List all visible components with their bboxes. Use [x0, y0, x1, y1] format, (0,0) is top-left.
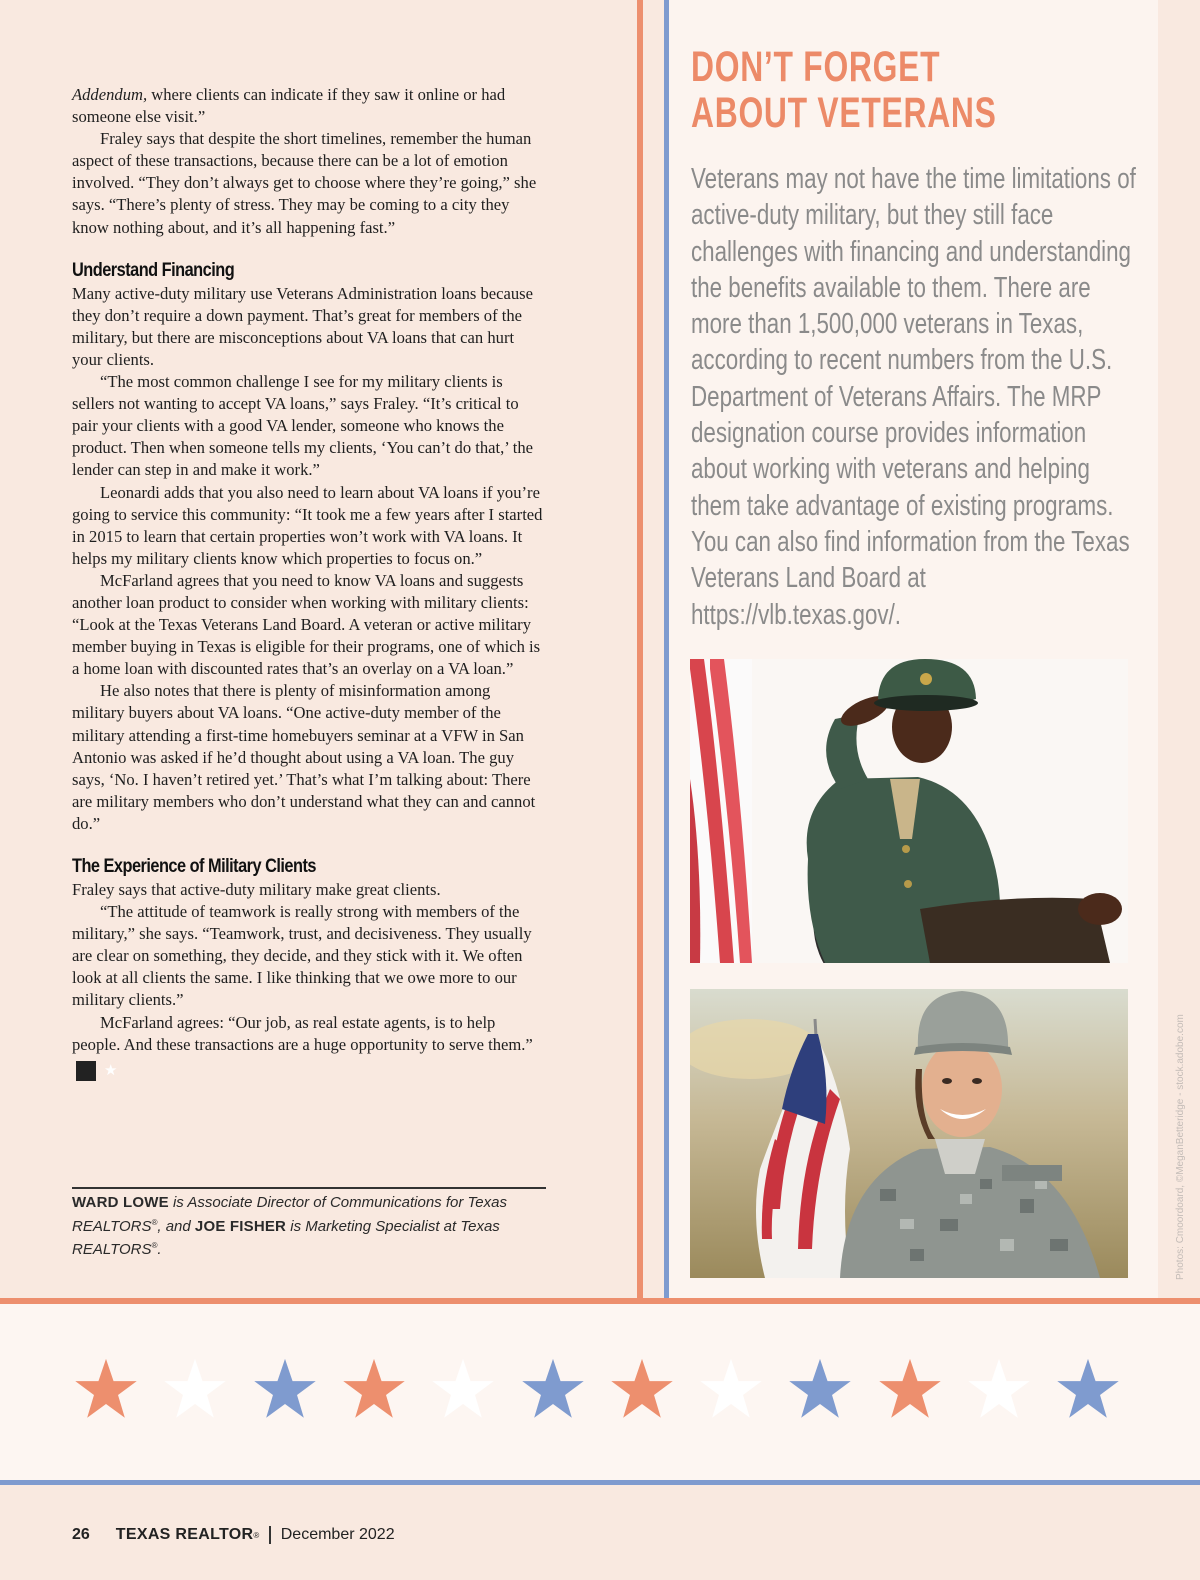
white-star-icon: [699, 1357, 763, 1421]
soldier-flag-photo: [690, 989, 1128, 1278]
orange-star-icon: [878, 1357, 942, 1421]
paragraph: Fraley says that despite the short timelines, remember the human aspect of these transactions, because there can be a lot of emotion involved. “They don’t always get to choose where they’re going,” she says. “There’s plenty of stress. They may be coming to a city they know nothing about, and it’s all happening fast.”: [72, 129, 537, 237]
orange-star-icon: [342, 1357, 406, 1421]
author-name: WARD LOWE: [72, 1194, 169, 1211]
blue-star-icon: [1056, 1357, 1120, 1421]
blue-band-line: [0, 1480, 1200, 1485]
emphasis-text: Addendum,: [72, 85, 148, 104]
blue-star-icon: [788, 1357, 852, 1421]
registered-mark: ®: [151, 1217, 158, 1227]
author-name: JOE FISHER: [194, 1217, 287, 1235]
paragraph: Leonardi adds that you also need to learn about VA loans if you’re going to service this community: “It took me a few years after I started in 2015 to learn that certain properties won’t work with VA loans. It helps my military clients know which properties to focus on.”: [72, 482, 543, 568]
section-heading-financing: Understand Financing: [72, 259, 235, 281]
face: [922, 1041, 1002, 1137]
paragraph: [72, 1012, 544, 1081]
end-mark-star-icon: ★: [76, 1061, 96, 1081]
photo-credit: Photos: Cmoordoard, ©MeganBetteridge - stock.adobe.com: [1175, 1014, 1186, 1280]
author-byline: [72, 1193, 542, 1260]
paragraph: Many active-duty military use Veterans Administration loans because they don’t require a down payment. That’s great for members of the military, but there are misconceptions about VA loans that can hurt your clients.: [72, 283, 533, 369]
white-star-icon: [967, 1357, 1031, 1421]
white-star-icon: [431, 1357, 495, 1421]
section-heading-experience: The Experience of Military Clients: [72, 856, 316, 877]
sidebar-title: [691, 44, 1017, 136]
byline-joiner: , and: [157, 1217, 195, 1235]
paragraph: Fraley says that active-duty military make great clients.: [72, 880, 441, 899]
sidebar-title-line: DON’T FORGET: [691, 43, 941, 91]
veteran-salute-illustration: [690, 659, 1128, 963]
soldier-flag-illustration: [690, 989, 1128, 1278]
registered-mark: ®: [253, 1530, 260, 1540]
orange-star-icon: [610, 1357, 674, 1421]
magazine-name: TEXAS REALTOR: [115, 1526, 254, 1543]
paragraph: McFarland agrees that you need to know VA loans and suggests another loan product to consider when working with military clients: “Look at the Texas Veterans Land Board. A veteran or active military member buying in Texas is eligible for their programs, one of which is a home loan with discounted rates that’s an overlay on a VA loan.”: [72, 570, 541, 679]
paragraph-text: McFarland agrees: “Our job, as real estate agents, is to help people. And these transactions are a huge opportunity to serve them.”: [72, 1012, 533, 1054]
page-footer: [72, 1526, 395, 1544]
orange-star-icon: [74, 1357, 138, 1421]
paragraph: He also notes that there is plenty of misinformation among military buyers about VA loans. “One active-duty member of the military attending a first-time homebuyers seminar at a VFW in San Antonio was asked if he’d thought about using a VA loan. The guy says, ‘No. I haven’t retired yet.’ That’s what I’m talking about: There are military members who don’t understand what they can and cannot do.”: [72, 681, 536, 833]
paragraph-text: where clients can indicate if they saw it online or had someone else visit.”: [72, 85, 506, 127]
veteran-salute-photo: [690, 659, 1128, 963]
paragraph: “The attitude of teamwork is really strong with members of the military,” she says. “Teamwork, trust, and decisiveness. They usually are clear on something, they decide, and they stick with it. We often look at all clients the same. I like thinking that we owe more to our military clients.”: [72, 902, 532, 1010]
author-role: is Associate Director of Communications for Texas REALTORS: [72, 1194, 507, 1235]
author-role: is Marketing Specialist at Texas REALTORS: [72, 1217, 500, 1258]
blue-divider-line: [664, 0, 669, 1298]
white-star-icon: [163, 1357, 227, 1421]
footer-separator: [269, 1526, 271, 1544]
paragraph: “The most common challenge I see for my military clients is sellers not wanting to accept VA loans,” says Fraley. “It’s critical to pair your clients with a good VA lender, someone who knows the product. Then when someone tells my clients, ‘You can’t do that,’ the lender can step in and make it work.”: [72, 372, 534, 480]
page-number: 26: [72, 1526, 90, 1543]
sidebar-body-text: Veterans may not have the time limitations of active-duty military, but they still face challenges with financing and understanding the benefits available to them. There are more than 1,500,000 veterans in Texas, according to recent numbers from the U.S. Department of Veterans Affairs. The MRP designation course provides information about working with veterans and helping them take advantage of existing programs. You can also find information from the Texas Veterans Land Board at https://vlb.texas.gov/.: [691, 162, 1136, 630]
flag-stripes: [690, 659, 752, 963]
sidebar-title-line: ABOUT VETERANS: [691, 89, 997, 137]
paragraph: [72, 84, 544, 128]
blue-star-icon: [253, 1357, 317, 1421]
registered-mark: ®: [151, 1241, 158, 1250]
byline-end: .: [157, 1241, 162, 1258]
orange-divider-line: [637, 0, 643, 1298]
article-column: [72, 84, 544, 1081]
issue-date: December 2022: [280, 1526, 395, 1543]
byline-divider: [72, 1187, 546, 1189]
blue-star-icon: [521, 1357, 585, 1421]
